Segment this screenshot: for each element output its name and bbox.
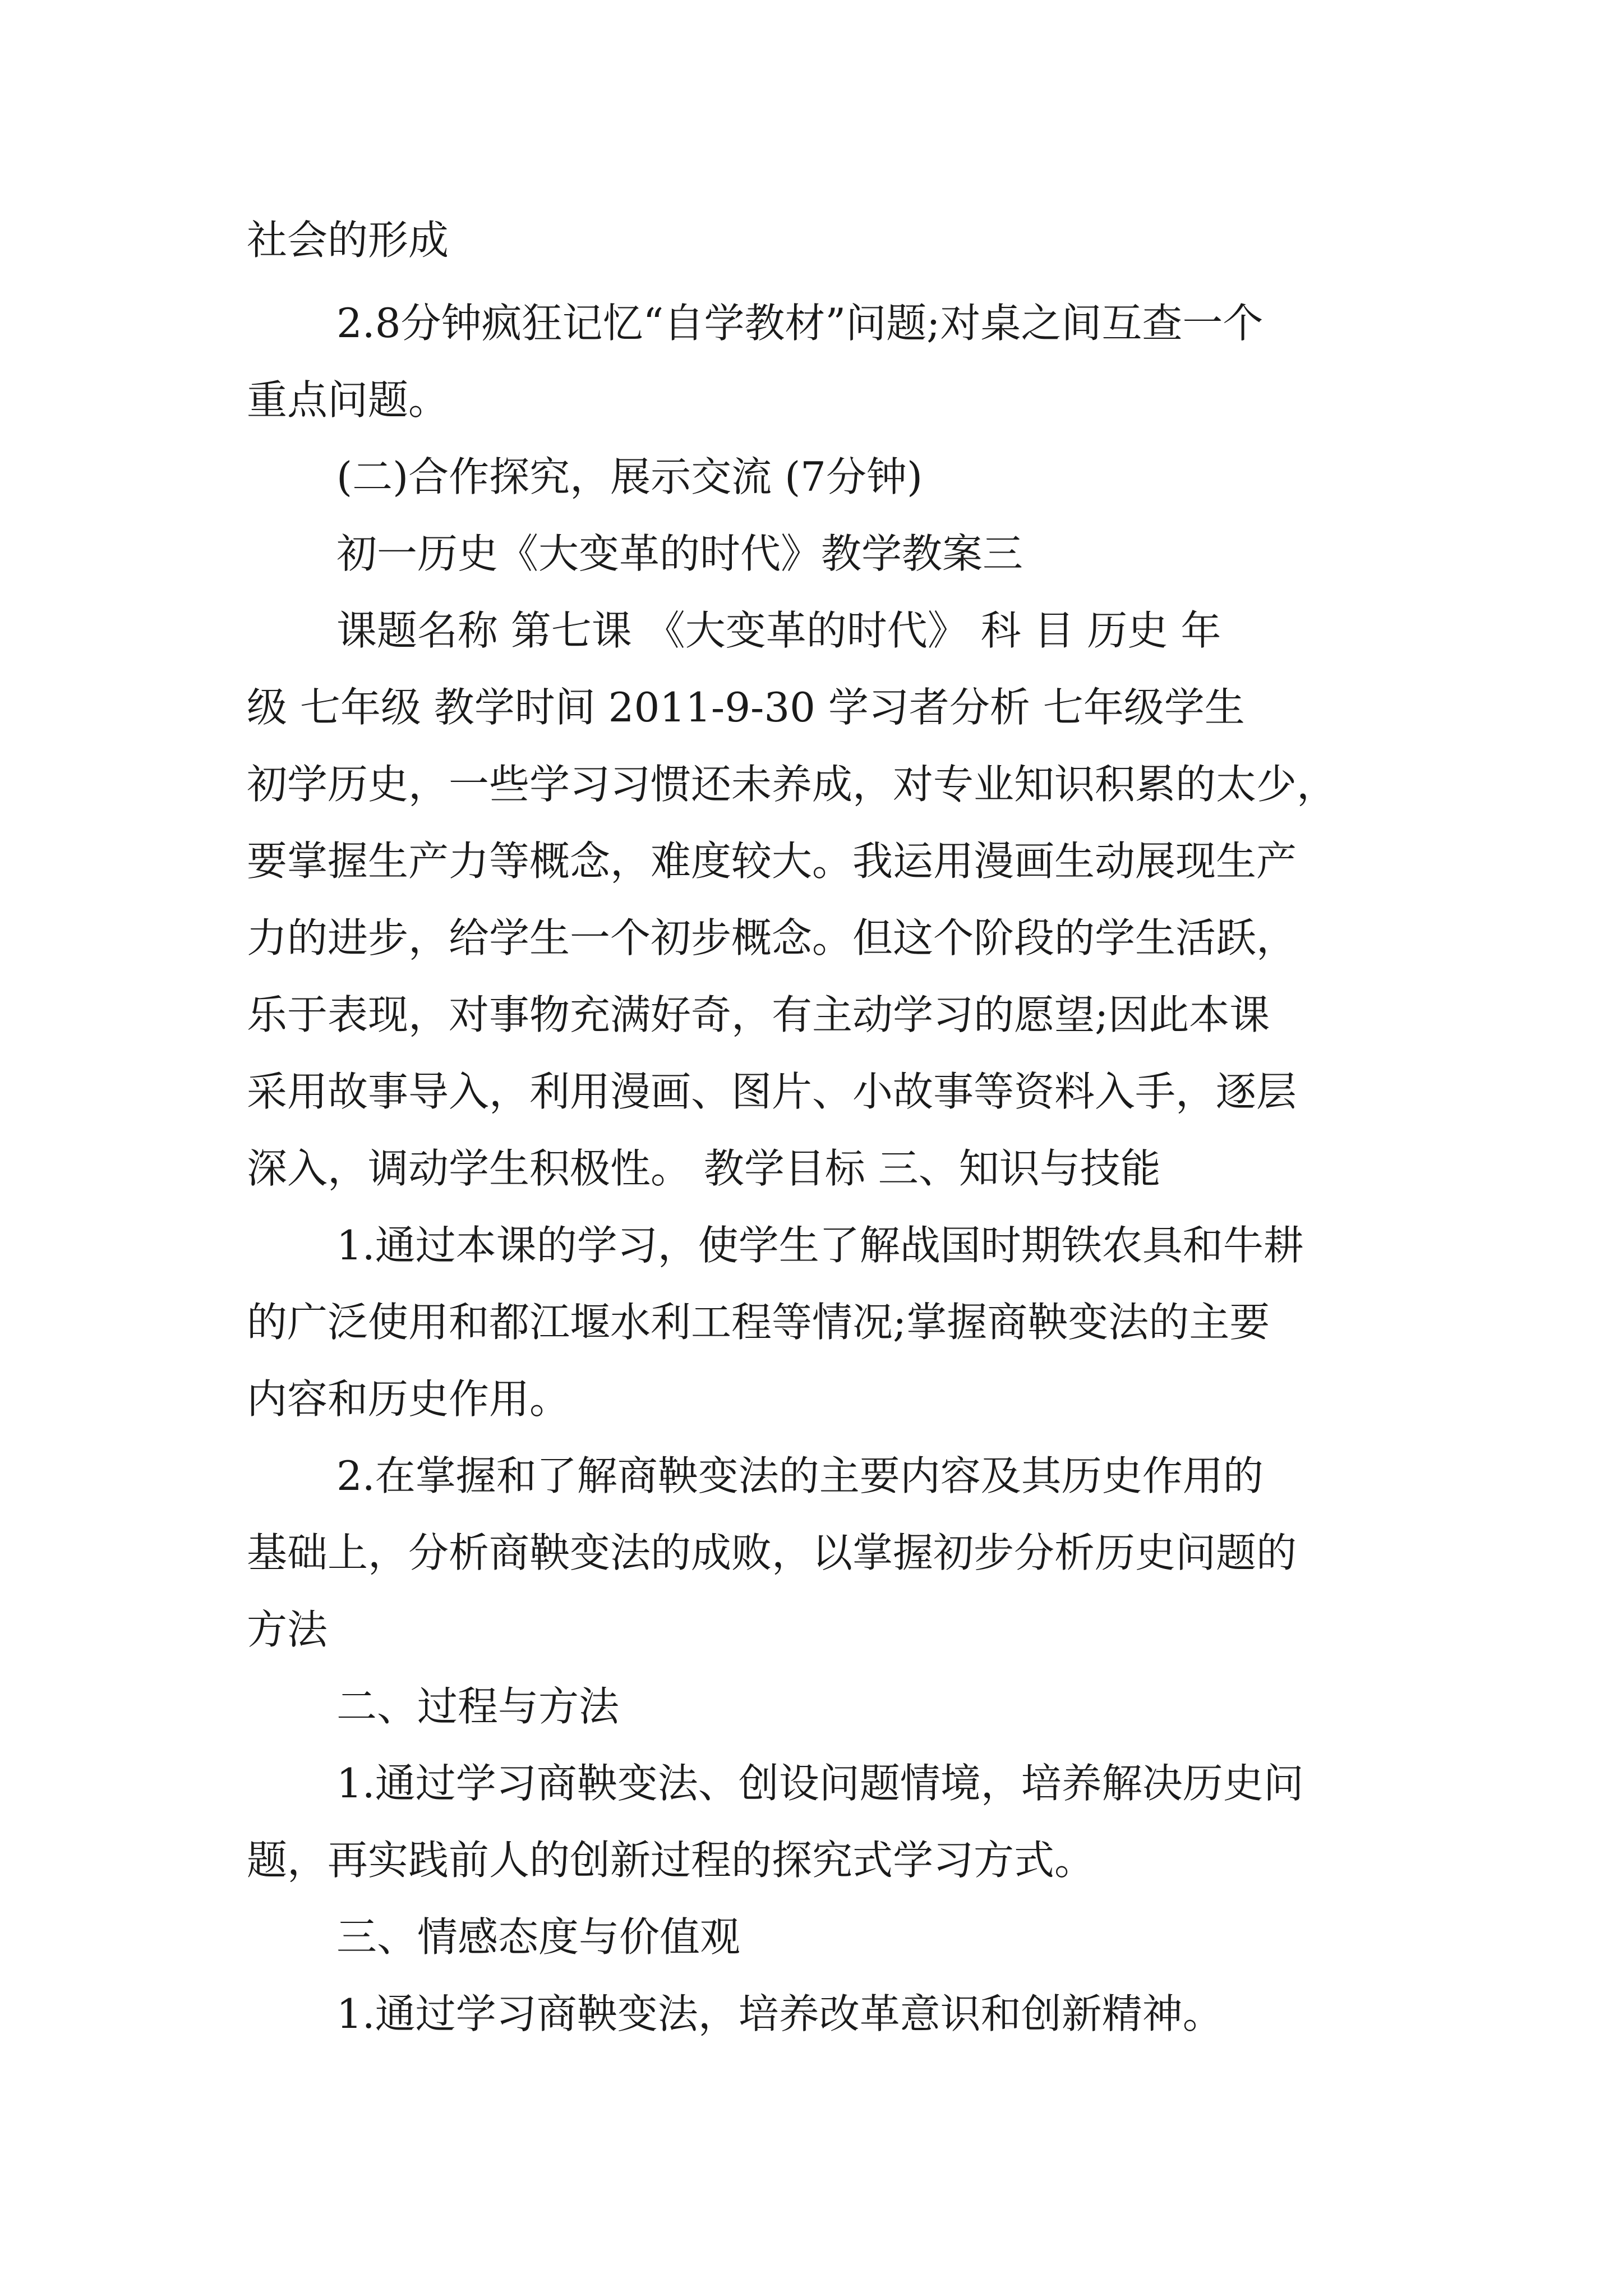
text-line: 的广泛使用和都江堰水利工程等情况;掌握商鞅变法的主要 [247,1299,1270,1346]
text-line: 题，再实践前人的创新过程的探究式学习方式。 [247,1837,1095,1884]
text-line: 初学历史，一些学习习惯还未养成，对专业知识积累的太少， [247,761,1338,808]
text-line: 基础上，分析商鞅变法的成败，以掌握初步分析历史问题的 [247,1529,1297,1576]
text-line: 内容和历史作用。 [247,1375,570,1423]
text-line: 深入，调动学生积极性。 教学目标 三、知识与技能 [247,1145,1161,1192]
text-line: 二、过程与方法 [336,1683,620,1730]
text-line: 采用故事导入，利用漫画、图片、小故事等资料入手，逐层 [247,1068,1297,1115]
text-line: 社会的形成 [247,217,449,264]
text-line: 1.通过本课的学习，使学生了解战国时期铁农具和牛耕 [336,1222,1304,1269]
text-line: 乐于表现，对事物充满好奇，有主动学习的愿望;因此本课 [247,991,1270,1038]
text-line: 级 七年级 教学时间 2011-9-30 学习者分析 七年级学生 [247,684,1245,731]
text-line: 2.8分钟疯狂记忆“自学教材”问题;对桌之间互查一个 [336,300,1264,347]
text-line: 1.通过学习商鞅变法，培养改革意识和创新精神。 [336,1990,1223,2037]
text-line: 2.在掌握和了解商鞅变法的主要内容及其历史作用的 [336,1452,1264,1499]
text-line: 重点问题。 [247,376,449,424]
text-line: 要掌握生产力等概念，难度较大。我运用漫画生动展现生产 [247,838,1297,885]
text-line: 1.通过学习商鞅变法、创设问题情境，培养解决历史问 [336,1760,1304,1807]
text-line: 方法 [247,1606,328,1653]
text-line: 初一历史《大变革的时代》教学教案三 [336,530,1023,577]
text-line: 力的进步，给学生一个初步概念。但这个阶段的学生活跃， [247,914,1297,961]
text-line: 三、情感态度与价值观 [336,1913,741,1961]
text-line: (二)合作探究，展示交流 (7分钟) [336,453,923,500]
text-line: 课题名称 第七课 《大变革的时代》 科 目 历史 年 [336,607,1221,654]
